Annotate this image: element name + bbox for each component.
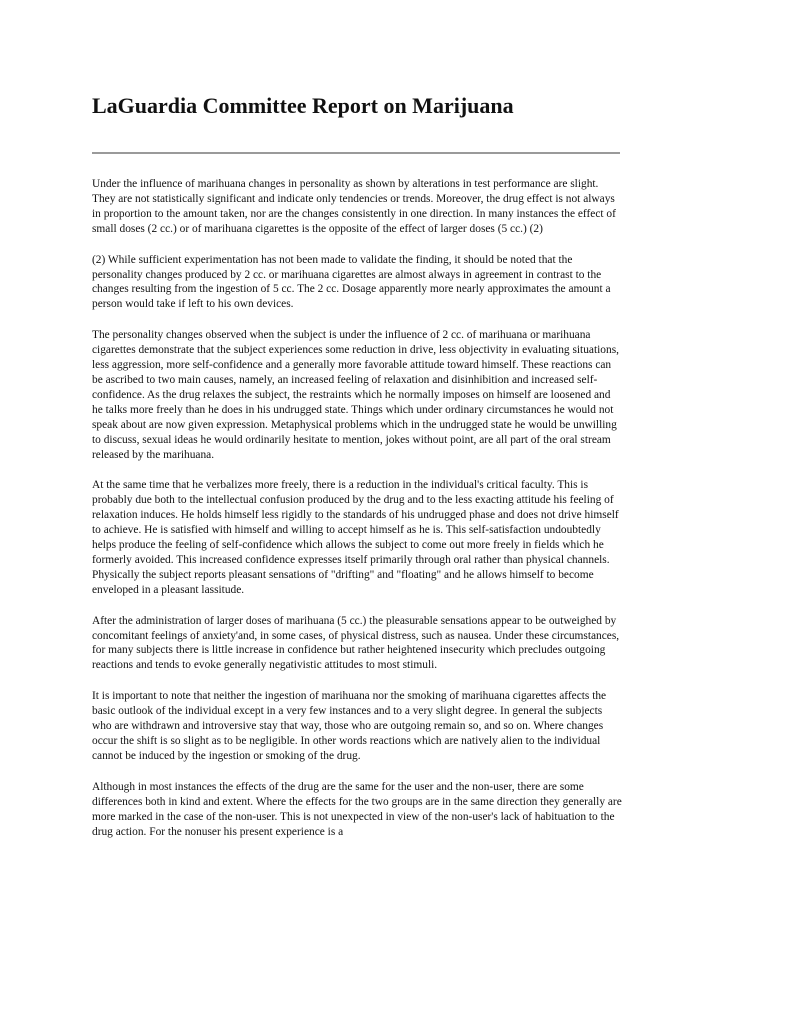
title-divider [92, 152, 620, 154]
paragraph-small-dose-effects: The personality changes observed when the subject is under the influence of 2 cc. of marihuana or marihuana cigarettes demonstrate that the subject experiences some reduction in drive, less objectivity in evaluating situations, less aggression, more self-confidence and a generally more favorable attitude toward himself. These reactions can be ascribed to two main causes, namely, an increased feeling of relaxation and disinhibition and increased self-confidence. As the drug relaxes the subject, the restraints which he normally imposes on himself are loosened and he talks more freely than he does in his undrugged state. Things which under ordinary circumstances he would not speak about are now given expression. Metaphysical problems which in the undrugged state he would be unwilling to discuss, sexual ideas he would ordinarily hesitate to mention, jokes without point, are all part of the oral stream released by the marihuana. [92, 329, 619, 461]
page-title: LaGuardia Committee Report on Marijuana [92, 93, 514, 118]
paragraph-user-nonuser: Although in most instances the effects of the drug are the same for the user and the non-user, there are some differences both in kind and extent. Where the effects for the two groups are in the same direction they generally are more marked in the case of the non-user. This is not unexpected in view of the non-user's lack of habituation to the drug action. For the nonuser his present experience is a [92, 780, 622, 838]
paragraph-personality-changes: Under the influence of marihuana changes in personality as shown by alterations in test performance are slight. They are not statistically significant and indicate only tendencies or trends. Moreover, the drug effect is not always in proportion to the amount taken, nor are the changes consistently in one direction. In many instances the effect of small doses (2 cc.) or of marihuana cigarettes is the opposite of the effect of larger doses (5 cc.) (2) [92, 178, 616, 235]
paragraph-footnote-2: (2) While sufficient experimentation has not been made to validate the finding, it should be noted that the personality changes produced by 2 cc. or marihuana cigarettes are almost always in agreement in contrast to the changes resulting from the ingestion of 5 cc. The 2 cc. Dosage apparently more nearly approximates the amount a person would take if left to his own devices. [92, 253, 611, 311]
document-body [92, 177, 624, 855]
paragraph-critical-faculty: At the same time that he verbalizes more freely, there is a reduction in the individual's critical faculty. This is probably due both to the intellectual confusion produced by the drug and to the less exacting attitude his feeling of relaxation induces. He holds himself less rigidly to the standards of his undrugged phase and does not drive himself to achieve. He is satisfied with himself and willing to accept himself as he is. This self-satisfaction undoubtedly helps produce the feeling of self-confidence which allows the subject to come out more freely in fields which he formerly avoided. This increased confidence expresses itself primarily through oral rather than physical channels. Physically the subject reports pleasant sensations of "drifting" and "floating" and he allows himself to become enveloped in a pleasant lassitude. [92, 479, 619, 596]
paragraph-basic-outlook: It is important to note that neither the ingestion of marihuana nor the smoking of marihuana cigarettes affects the basic outlook of the individual except in a very few instances and to a very slight degree. In general the subjects who are withdrawn and introversive stay that way, those who are outgoing remain so, and so on. Where changes occur the shift is so slight as to be negligible. In other words reactions which are natively alien to the individual cannot be induced by the ingestion or smoking of the drug. [92, 690, 607, 762]
paragraph-larger-doses: After the administration of larger doses of marihuana (5 cc.) the pleasurable sensations appear to be outweighed by concomitant feelings of anxiety'and, in some cases, of physical distress, such as nausea. Under these circumstances, for many subjects there is little increase in confidence but rather heightened insecurity which precludes outgoing reactions and tends to evoke generally negativistic attitudes to most stimuli. [92, 614, 620, 672]
